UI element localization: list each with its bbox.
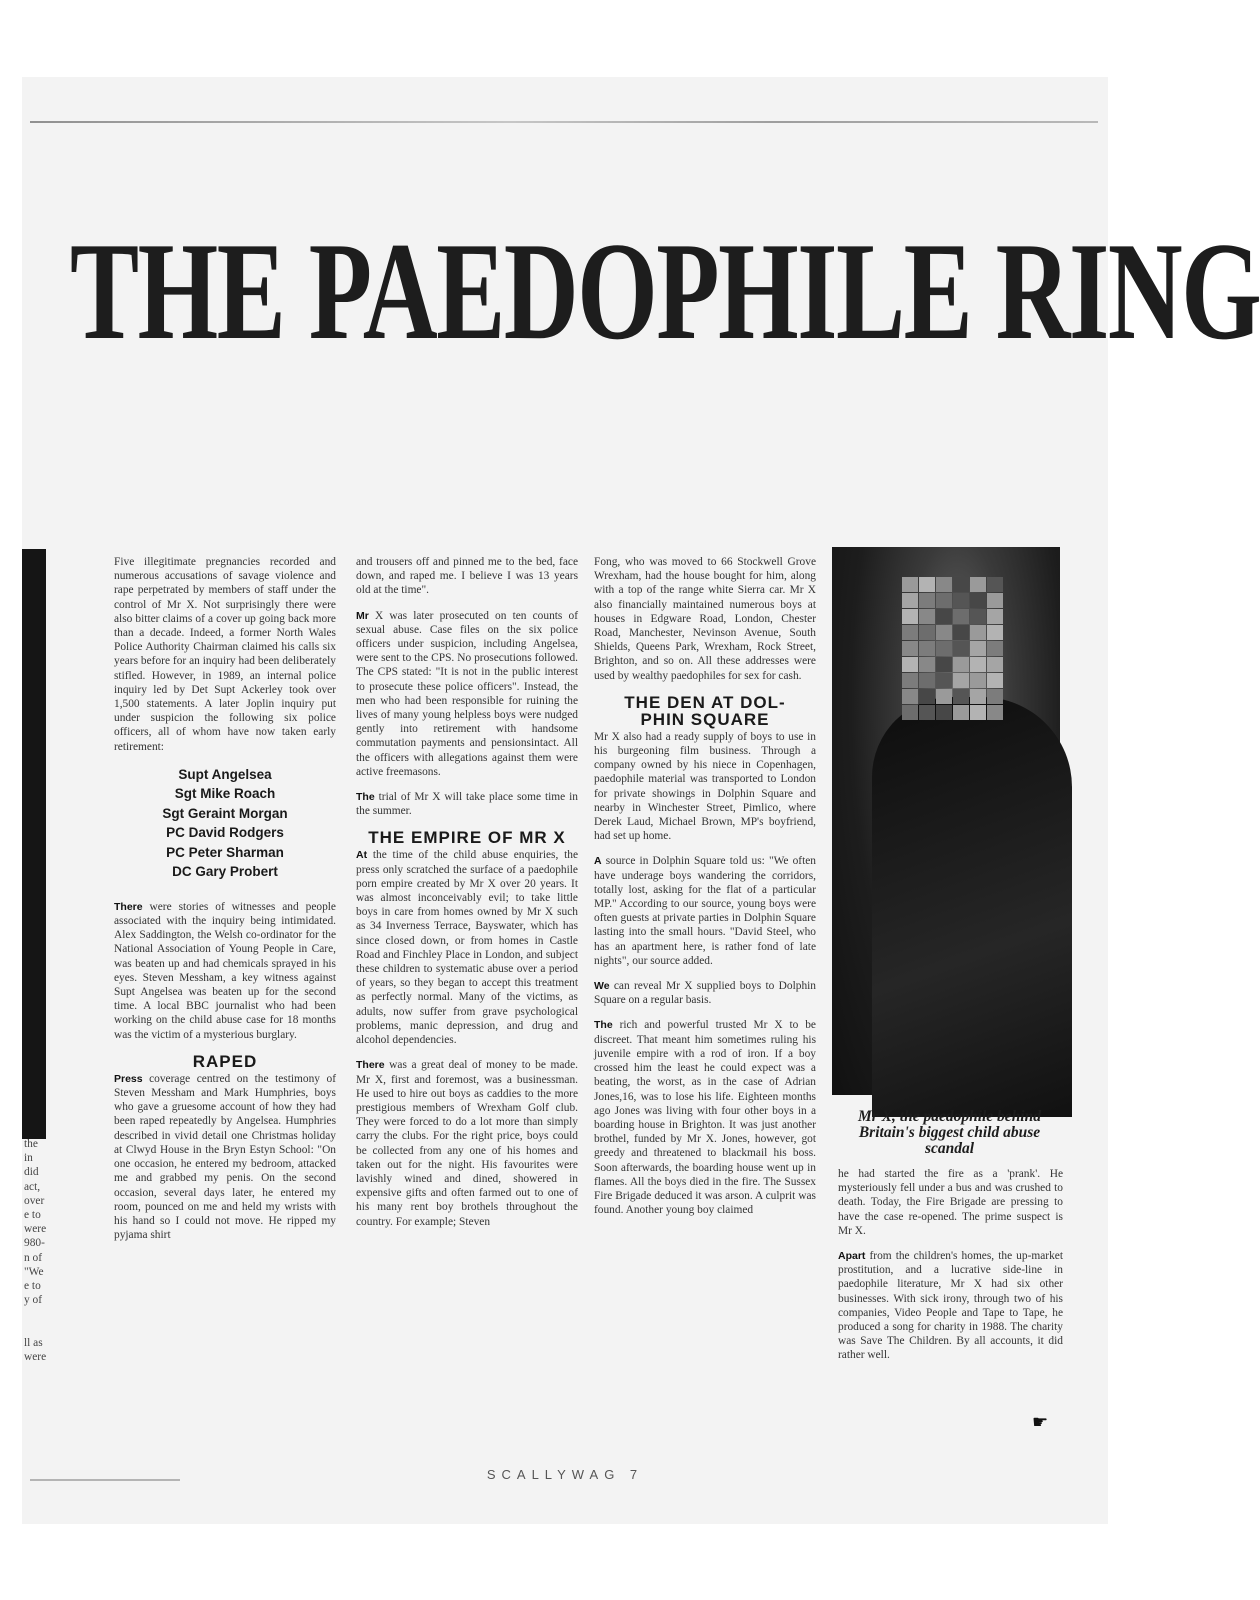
col4-paragraph-2 <box>838 1249 1063 1363</box>
col4-paragraph-1: he had started the fire as a 'prank'. He mysteriously fell under a bus and was crushed to death. Today, the Fire Brigade are pressing to have the case re-opened. The prime suspect is Mr X. <box>838 1168 1063 1237</box>
col2-paragraph-3 <box>356 790 578 818</box>
paragraph-text: the time of the child abuse enquiries, the press only scratched the surface of a paedophile porn empire created by Mr X over 20 years. It was almost inconceivably evil; to take little boys in care from homes owned by Mr X such as 34 Inverness Terrace, Bayswater, which has since closed down, or from homes in Castle Road and Finchley Place in London, and subject these children to systematic abuse over a period of years, so they began to accept this treatment as perfectly normal. Many of the victims, as adults, now suffer from grave psychological problems, manic depression, and drug and alcohol dependencies. <box>356 849 578 1047</box>
mosaic-tile <box>970 593 986 608</box>
mosaic-tile <box>970 625 986 640</box>
officer-name: PC Peter Sharman <box>166 844 284 860</box>
article-column-1 <box>114 555 336 1253</box>
mosaic-tile <box>936 625 952 640</box>
officer-name: Supt Angelsea <box>178 766 272 782</box>
paragraph-text: rich and powerful trusted Mr X to be discreet. That meant him sometimes ruling his juvenile empire with a rod of iron. If a boy crossed him the least he could expect was a beating, the worst, as in the case of Adrian Jones,16, was to lose his life. Eighteen months ago Jones was living with four other boys in a boarding house in Brighton. It was just another brothel, funded by Mr X. Jones, however, got greedy and threatened to blackmail his boss. Soon afterwards, the boarding house went up in flames. All the boys died in the fire. The Sussex Fire Brigade deduced it was arson. A culprit was found. Another young boy claimed <box>594 1019 816 1217</box>
officer-name: Sgt Mike Roach <box>174 786 276 802</box>
col2-paragraph-2 <box>356 609 578 779</box>
mosaic-tile <box>919 625 935 640</box>
subhead-dolphin-square <box>594 694 816 728</box>
mosaic-tile <box>936 689 952 704</box>
mosaic-tile <box>902 641 918 656</box>
pixelated-face-mosaic <box>902 577 1003 720</box>
col2-paragraph-4 <box>356 848 578 1047</box>
pixelated-portrait-photo <box>832 547 1060 1095</box>
mosaic-tile <box>936 593 952 608</box>
paragraph-text: from the children's homes, the up-market prostitution, and a lucrative side-line in paedophile literature, Mr X had six other businesses. With sick irony, through two of his companies, Video People and Tape to Tape, he produced a song for charity in 1988. The charity was Save The Children. By all accounts, it did rather well. <box>838 1250 1063 1362</box>
col2-paragraph-5 <box>356 1058 578 1228</box>
photo-figure <box>872 697 1072 1117</box>
mosaic-tile <box>919 641 935 656</box>
fragment-line: act, <box>24 1180 41 1193</box>
fragment-line <box>24 1322 46 1336</box>
mosaic-tile <box>902 673 918 688</box>
col2-paragraph-1: and trousers off and pinned me to the bed, face down, and raped me. I believe I was 13 years old at the time". <box>356 556 578 597</box>
mosaic-tile <box>953 609 969 624</box>
previous-page-fragment <box>24 1137 46 1364</box>
col1-paragraph-2 <box>114 900 336 1042</box>
headline: THE PAEDOPHILE RING <box>70 214 1260 369</box>
fragment-line: were <box>24 1351 47 1364</box>
mosaic-tile <box>953 641 969 656</box>
top-rule <box>30 121 1098 123</box>
mosaic-tile <box>919 657 935 672</box>
mosaic-tile <box>919 577 935 592</box>
fragment-line: y of <box>24 1294 43 1307</box>
mosaic-tile <box>953 593 969 608</box>
mosaic-tile <box>953 705 969 720</box>
lead-word: The <box>356 791 375 804</box>
lead-word: Apart <box>838 1250 866 1263</box>
mosaic-tile <box>987 673 1003 688</box>
mosaic-tile <box>970 609 986 624</box>
subhead-line: THE DEN AT DOL- <box>624 692 786 712</box>
fragment-line <box>24 1307 46 1321</box>
paragraph-text: can reveal Mr X supplied boys to Dolphin Square on a regular basis. <box>594 980 816 1007</box>
mosaic-tile <box>919 689 935 704</box>
mosaic-tile <box>936 657 952 672</box>
fragment-line: n of <box>24 1251 43 1264</box>
mosaic-tile <box>987 657 1003 672</box>
mosaic-tile <box>902 593 918 608</box>
fragment-line: 980- <box>24 1237 45 1250</box>
article-column-4 <box>838 1167 1063 1374</box>
mosaic-tile <box>970 577 986 592</box>
mosaic-tile <box>919 673 935 688</box>
mosaic-tile <box>970 641 986 656</box>
col3-paragraph-4 <box>594 979 816 1007</box>
mosaic-tile <box>902 657 918 672</box>
officers-list <box>114 765 336 882</box>
officer-name: DC Gary Probert <box>172 864 278 880</box>
lead-word: Mr <box>356 609 369 622</box>
paragraph-text: coverage centred on the testimony of Steven Messham and Mark Humphries, boys who gave a gruesome account of how they had been raped repeatedly by Angelsea. Humphries described in vivid detail one Christmas holiday at Clwyd House in the Bryn Estyn School: "On one occasion, he entered my bedroom, attacked me and grabbed my penis. On the second occasion, several days later, he entered my room, pounced on me and held my wrists with his hand so I could not move. He ripped my pyjama shirt <box>114 1072 336 1242</box>
fragment-line: in <box>24 1152 33 1165</box>
lead-word: There <box>356 1059 385 1072</box>
mosaic-tile <box>936 577 952 592</box>
mosaic-tile <box>970 657 986 672</box>
mosaic-tile <box>919 705 935 720</box>
mosaic-tile <box>902 609 918 624</box>
mosaic-tile <box>936 705 952 720</box>
lead-word: A <box>594 855 602 868</box>
mosaic-tile <box>953 689 969 704</box>
mosaic-tile <box>902 577 918 592</box>
mosaic-tile <box>987 593 1003 608</box>
mosaic-tile <box>987 641 1003 656</box>
fragment-line: did <box>24 1166 39 1179</box>
mosaic-tile <box>987 577 1003 592</box>
mosaic-tile <box>953 673 969 688</box>
mosaic-tile <box>936 609 952 624</box>
mosaic-tile <box>970 673 986 688</box>
lead-word: The <box>594 1019 613 1032</box>
lead-word: There <box>114 900 143 913</box>
mosaic-tile <box>987 705 1003 720</box>
fragment-line: "We <box>24 1265 44 1278</box>
article-column-2 <box>356 555 578 1240</box>
mosaic-tile <box>902 705 918 720</box>
fragment-line: the <box>24 1138 38 1150</box>
fragment-line: ll as <box>24 1336 43 1349</box>
pointing-hand-icon: ☛ <box>1032 1412 1049 1432</box>
mosaic-tile <box>953 577 969 592</box>
fragment-line: e to <box>24 1209 41 1222</box>
mosaic-tile <box>919 593 935 608</box>
mosaic-tile <box>987 689 1003 704</box>
fragment-line: were <box>24 1223 47 1236</box>
mosaic-tile <box>902 689 918 704</box>
lead-word: Press <box>114 1072 143 1085</box>
mosaic-tile <box>970 705 986 720</box>
officer-name: PC David Rodgers <box>166 825 284 841</box>
mosaic-tile <box>919 609 935 624</box>
lead-word: At <box>356 849 368 862</box>
fragment-line: over <box>24 1194 45 1207</box>
paragraph-text: X was later prosecuted on ten counts of sexual abuse. Case files on the six police officers under suspicion, including Angelsea, were sent to the CPS. No prosecutions followed. The CPS stated: "It is not in the public interest to prosecute these police officers". Instead, the men who had been responsible for ruining the lives of many young helpless boys were nudged gently into retirement with handsome commutation payments and pensionsintact. All the officers with allegations against them were active freemasons. <box>356 609 578 778</box>
paragraph-text: was a great deal of money to be made. Mr X, first and foremost, was a businessman. He used to hire out boys as caddies to the more prestigious members of Wrexham Golf club. They were forced to do a lot more than simply carry the clubs. For the right price, boys could be collected from any one of his homes and taken out for the night. His favourites were lavishly wined and dined, showered in expensive gifts and often farmed out to one of his many rent boy brothels throughout the country. For example; Steven <box>356 1059 578 1228</box>
paragraph-text: were stories of witnesses and people associated with the inquiry being intimidated. Alex Saddington, the Welsh co-ordinator for the National Association of Young People in Care, was beaten up and had chemicals sprayed in his eyes. Steven Messham, a key witness against Supt Angelsea was beaten up for the second time. A local BBC journalist who had been working on the child abuse case for 18 months was the victim of a mysterious burglary. <box>114 900 336 1041</box>
officer-name: Sgt Geraint Morgan <box>162 805 288 821</box>
col3-paragraph-5 <box>594 1018 816 1217</box>
fragment-line: e to <box>24 1280 41 1293</box>
subhead-line: PHIN SQUARE <box>640 709 770 729</box>
page-footer: SCALLYWAG 7 <box>486 1467 644 1482</box>
subhead-empire: THE EMPIRE OF MR X <box>368 828 566 848</box>
paragraph-text: source in Dolphin Square told us: "We often have underage boys wandering the corridors, totally lost, asking for the flat of a particular MP." According to our source, young boys were often guests at private parties in Dolphin Square lasting into the small hours. "David Steel, who has an apartment here, is rather fond of late nights", our source added. <box>594 855 816 967</box>
col1-paragraph-3 <box>114 1072 336 1242</box>
col1-paragraph-1: Five illegitimate pregnancies recorded and numerous accusations of savage violence and rape perpetrated by members of staff under the control of Mr X. Not surprisingly there were also bitter claims of a cover up going back more than a decade. Indeed, a former North Wales Police Authority Chairman claimed his calls six years before for an inquiry had been deliberately stifled. However, in 1989, an internal police inquiry led by Det Supt Ackerley took over 1,500 statements. A later Joplin inquiry put under suspicion the following six police officers, all of whom have now taken early retirement: <box>114 556 336 753</box>
col3-paragraph-2: Mr X also had a ready supply of boys to use in his burgeoning film business. Through a company owned by his niece in Copenhagen, paedophile material was transported to London for private showings in Dolphin Square and nearby in Winchester Street, Pimlico, where Derek Laud, Michael Brown, MP's boyfriend, had set up home. <box>594 730 816 843</box>
paragraph-text: trial of Mr X will take place some time in the summer. <box>356 791 578 818</box>
mosaic-tile <box>953 657 969 672</box>
mosaic-tile <box>970 689 986 704</box>
mosaic-tile <box>936 641 952 656</box>
newspaper-page <box>22 77 1260 1524</box>
lead-word: We <box>594 980 610 993</box>
subhead-raped: RAPED <box>192 1051 258 1071</box>
photo-caption: Mr X, the paedophile behind Britain's biggest child abuse scandal <box>857 1108 1041 1157</box>
mosaic-tile <box>987 609 1003 624</box>
mosaic-tile <box>902 625 918 640</box>
mosaic-tile <box>987 625 1003 640</box>
col3-paragraph-1: Fong, who was moved to 66 Stockwell Grove Wrexham, had the house bought for him, along with a top of the range white Sierra car. Mr X also financially maintained numerous boys at houses in Edgware Road, London, Chester Road, Manchester, Nevinson Avenue, South Shields, Queens Park, Wrexham, Rock Street, Brighton, and so on. All these addresses were used by wealthy paedophiles for sex for cash. <box>594 556 816 682</box>
article-column-3 <box>594 555 816 1228</box>
bottom-rule <box>30 1479 180 1481</box>
mosaic-tile <box>936 673 952 688</box>
previous-page-photo-edge <box>22 549 46 1139</box>
col3-paragraph-3 <box>594 854 816 968</box>
mosaic-tile <box>953 625 969 640</box>
